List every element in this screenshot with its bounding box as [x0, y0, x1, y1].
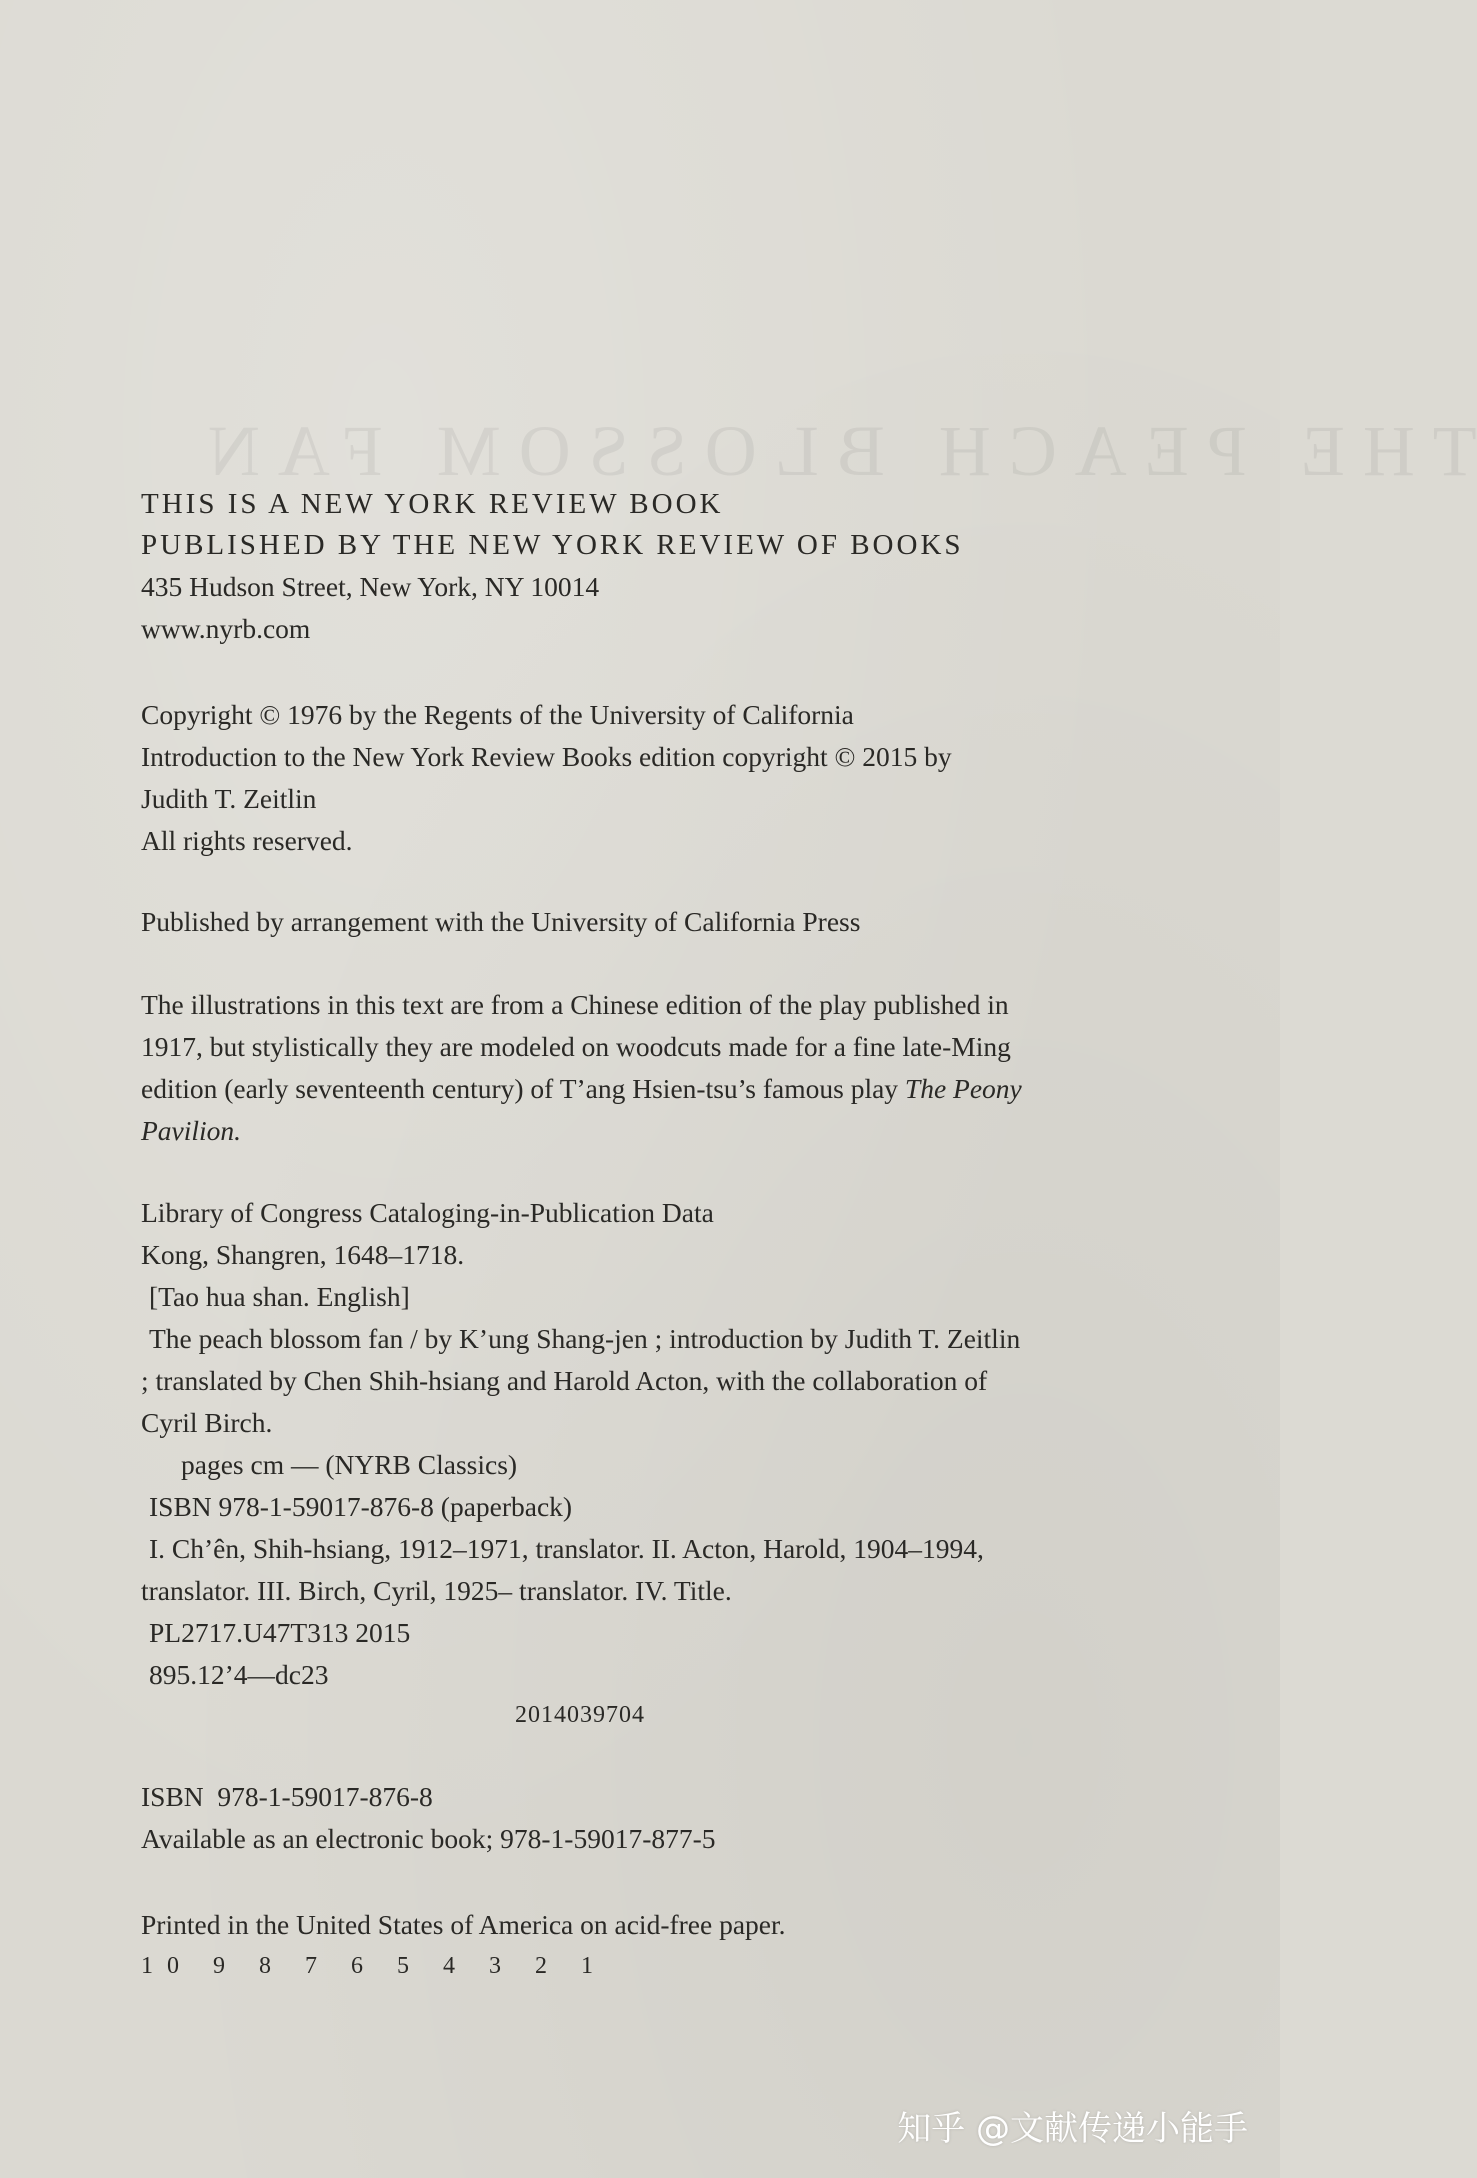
copyright-line-3: Judith T. Zeitlin	[141, 783, 317, 814]
printed-line: Printed in the United States of America on acid-free paper.	[141, 1909, 786, 1940]
copyright-line-2: Introduction to the New York Review Books edition copyright © 2015 by	[141, 741, 952, 772]
publisher-block	[141, 484, 1141, 650]
cip-block	[141, 1192, 1141, 1696]
illustrations-line-3-text: edition (early seventeenth century) of T’ang Hsien-tsu’s famous play	[141, 1073, 905, 1104]
cip-author: Kong, Shangren, 1648–1718.	[141, 1239, 465, 1270]
illustrations-line-2: 1917, but stylistically they are modeled on woodcuts made for a fine late-Ming	[141, 1031, 1011, 1062]
bleed-through-decoration: THE PEACH BLOSSOM FAN	[190, 411, 1477, 491]
publisher-line-2: PUBLISHED BY THE NEW YORK REVIEW OF BOOKS	[141, 529, 964, 561]
cip-subjects-line-2: translator. III. Birch, Cyril, 1925– translator. IV. Title.	[141, 1575, 732, 1606]
copyright-line-1: Copyright © 1976 by the Regents of the University of California	[141, 699, 854, 730]
isbn-line: ISBN 978-1-59017-876-8	[141, 1781, 433, 1812]
peony-title: The Peony	[904, 1073, 1022, 1104]
cip-title-line-2: ; translated by Chen Shih-hsiang and Harold Acton, with the collaboration of	[141, 1365, 988, 1396]
illustrations-line-4	[141, 1110, 1141, 1152]
isbn-block	[141, 1776, 1141, 1860]
arrangement-block	[141, 901, 1141, 943]
arrangement-text: Published by arrangement with the University of California Press	[141, 906, 861, 937]
cip-dewey: 895.12’4—dc23	[149, 1659, 329, 1690]
copyright-line-4: All rights reserved.	[141, 825, 353, 856]
cip-uniform-title: [Tao hua shan. English]	[149, 1281, 410, 1312]
cip-heading: Library of Congress Cataloging-in-Publication Data	[141, 1197, 714, 1228]
cip-title-line-3: Cyril Birch.	[141, 1407, 273, 1438]
illustrations-note	[141, 984, 1141, 1152]
publisher-address: 435 Hudson Street, New York, NY 10014	[141, 571, 600, 602]
cip-lc-class: PL2717.U47T313 2015	[149, 1617, 411, 1648]
cip-subjects-line-1: I. Ch’ên, Shih-hsiang, 1912–1971, translator. II. Acton, Harold, 1904–1994,	[149, 1533, 984, 1564]
cip-isbn: ISBN 978-1-59017-876-8 (paperback)	[149, 1491, 573, 1522]
pavilion-title: Pavilion.	[141, 1115, 242, 1146]
printing-number-line: 10 9 8 7 6 5 4 3 2 1	[141, 1953, 607, 1979]
cip-pages: pages cm — (NYRB Classics)	[181, 1449, 518, 1480]
printing-block	[141, 1904, 1141, 1986]
ebook-line: Available as an electronic book; 978-1-59017-877-5	[141, 1823, 716, 1854]
copyright-block	[141, 694, 1141, 862]
watermark-text: 知乎 @文献传递小能手	[897, 2109, 1248, 2149]
cip-title-line-1: The peach blossom fan / by K’ung Shang-jen ; introduction by Judith T. Zeitlin	[149, 1323, 1021, 1354]
cip-lccn: 2014039704	[515, 1702, 645, 1728]
illustrations-line-3	[141, 1068, 1141, 1110]
publisher-website: www.nyrb.com	[141, 613, 311, 644]
illustrations-line-1: The illustrations in this text are from a Chinese edition of the play published in	[141, 989, 1009, 1020]
publisher-line-1: THIS IS A NEW YORK REVIEW BOOK	[141, 488, 724, 520]
